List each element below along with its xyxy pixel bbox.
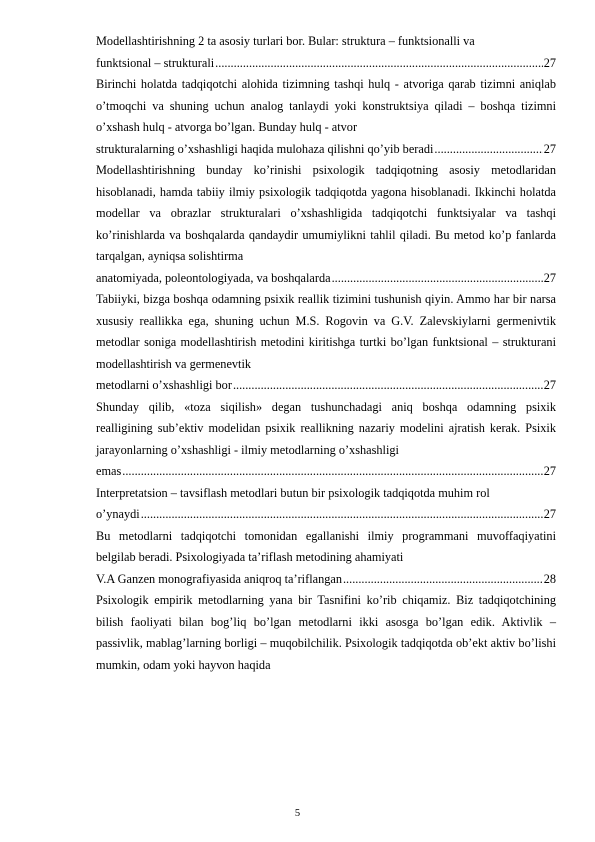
page-number: 5 bbox=[294, 808, 301, 819]
toc-entry-text: Bu metodlarni tadqiqotchi tomonidan egallanishi ilmiy programmani muvoffaqiyatini belgilab beradi. Psixologiyada ta’riflash metodining ahamiyati bbox=[96, 528, 556, 564]
toc-entry-text: Modellashtirishning 2 ta asosiy turlari bor. Bular: struktura – funktsionalli va bbox=[96, 34, 475, 48]
dot-leader bbox=[122, 461, 542, 483]
dot-leader bbox=[233, 375, 543, 397]
toc-entry-text: Modellashtirishning bunday ko’rinishi psixologik tadqiqotning asosiy metodlaridan hisoblanadi, hamda tabiiy ilmiy psixologik tadqiqotda yagona hisoblanadi. Ikkinchi holatda modellar va obrazlar strukturalari o’xshashligida tadqiqotchi funktsiyalar va tashqi ko’rinishlarda va boshqalarda qandaydir umumiylikni tahlil qiladi. Bu metod ko’p fanlarda tarqalgan, ayniqsa solishtirma bbox=[96, 163, 556, 263]
toc-entry-8[interactable] bbox=[96, 590, 556, 676]
toc-page-number: 27 bbox=[543, 464, 556, 478]
dot-leader bbox=[343, 569, 543, 591]
toc-entry-text: Tabiiyki, bizga boshqa odamning psixik reallik tizimini tushunish qiyin. Ammo har bir narsa xususiy reallikka ega, shuning uchun M.S. Rogovin va G.V. Zalevskiylarni germenivtik metodlar soniga modellashtirish metodini kiritishga turtki bo’lgan funktsional – strukturani modellashtirish va germenevtik bbox=[96, 292, 556, 371]
dot-leader bbox=[215, 53, 543, 75]
toc-entry-tail: strukturalarning o’xshashligi haqida mulohaza qilishni qo’yib beradi bbox=[96, 141, 434, 156]
toc-page-number: 27 bbox=[543, 270, 556, 285]
toc-entry-6[interactable] bbox=[96, 483, 556, 526]
toc-page-number: 27 bbox=[543, 55, 556, 70]
toc-entry-tail: V.A Ganzen monografiyasida aniqroq ta’riflangan bbox=[96, 571, 342, 586]
dot-leader bbox=[141, 504, 543, 526]
toc-entry-tail: metodlarni o’xshashligi bor bbox=[96, 378, 232, 392]
toc-entry-3[interactable] bbox=[96, 160, 556, 289]
toc-entry-5[interactable] bbox=[96, 397, 556, 483]
toc-entry-1[interactable] bbox=[96, 31, 556, 74]
toc-entry-2[interactable] bbox=[96, 74, 556, 160]
toc-entry-text: Interpretatsion – tavsiflash metodlari butun bir psixologik tadqiqotda muhim rol bbox=[96, 485, 490, 500]
toc-page-number: 27 bbox=[543, 507, 556, 521]
dot-leader bbox=[434, 139, 542, 161]
toc-entry-tail: emas bbox=[96, 464, 122, 478]
toc-page-number: 28 bbox=[543, 571, 556, 586]
toc-entry-tail: funktsional – strukturali bbox=[96, 55, 215, 70]
toc-entry-tail: o’ynaydi bbox=[96, 507, 140, 521]
table-of-contents bbox=[96, 31, 556, 676]
toc-entry-text: Birinchi holatda tadqiqotchi alohida tizimning tashqi hulq - atvoriga qarab tizimni aniqlab o’tmoqchi va shuning uchun analog tanlaydi yoki konstruktsiya qiladi – boshqa tizimni o’xshash hulq - atvorga bo’lgan. Bunday hulq - atvor bbox=[96, 77, 556, 134]
toc-entry-7[interactable] bbox=[96, 526, 556, 591]
toc-page-number: 27 bbox=[543, 141, 556, 156]
dot-leader bbox=[332, 268, 543, 290]
toc-entry-text: Psixologik empirik metodlarning yana bir Tasnifini ko’rib chiqamiz. Biz tadqiqotchining bilish faoliyati bilan bog’liq bo’lgan metodlarni ikki asosga bo’lgan edik. Aktivlik – passivlik, mablag’larning borligi – muqobilchilik. Psixologik tadqiqotda ob’ekt aktiv bo’lishi mumkin, odam yoki hayvon haqida bbox=[96, 593, 556, 672]
toc-page-number: 27 bbox=[543, 378, 556, 392]
toc-entry-4[interactable] bbox=[96, 289, 556, 397]
toc-entry-tail: anatomiyada, poleontologiyada, va boshqalarda bbox=[96, 270, 331, 285]
toc-entry-text: Shunday qilib, «toza siqilish» degan tushunchadagi aniq boshqa odamning psixik realligining sub’ektiv modelidan psixik reallikning nazariy modelini ajratish kerak. Psixik jarayonlarning o’xshashligi - ilmiy metodlarning o’xshashligi bbox=[96, 399, 556, 457]
